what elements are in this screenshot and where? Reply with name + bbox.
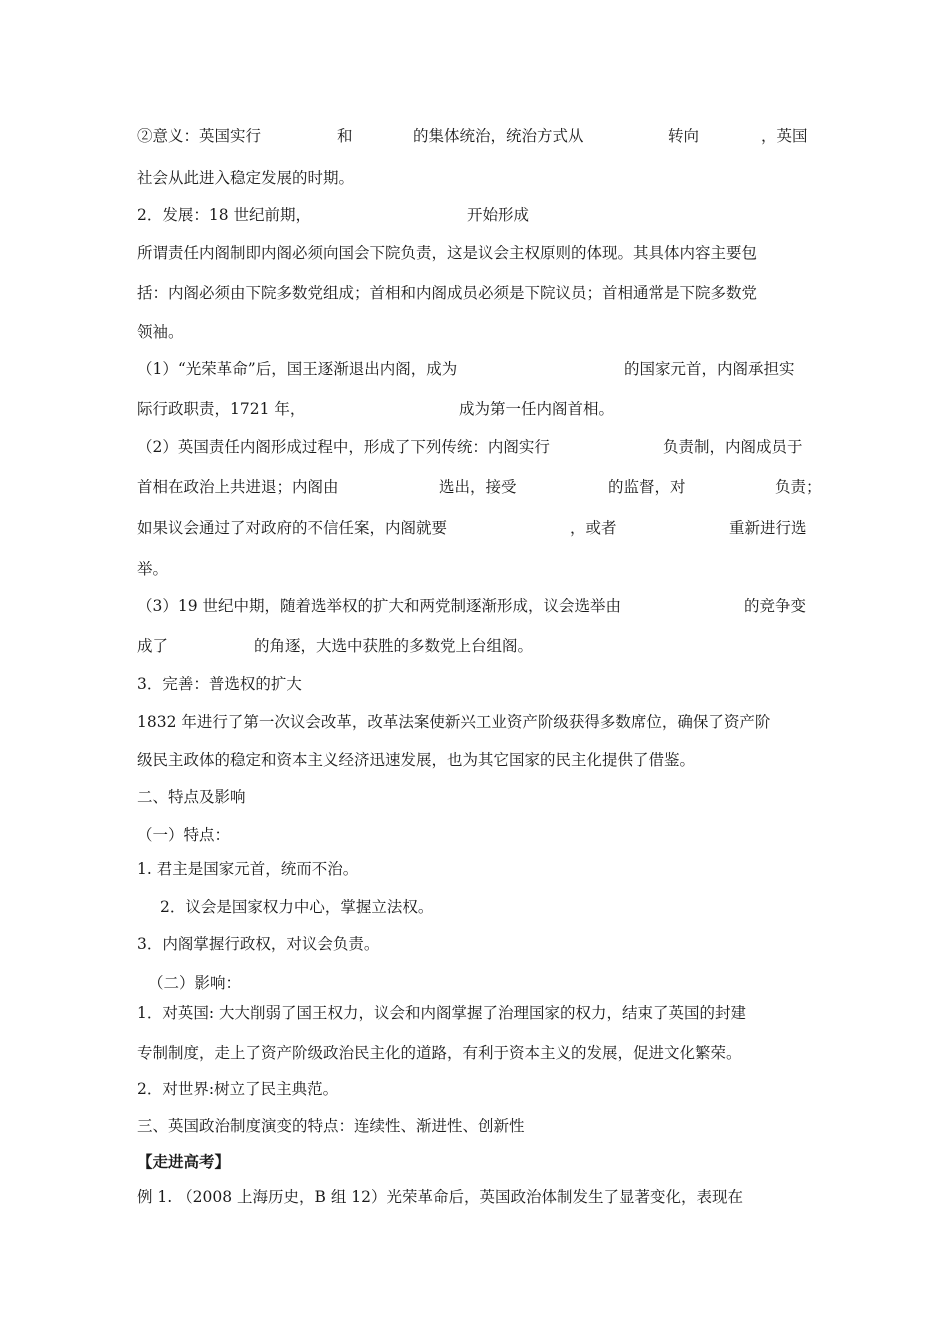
definition-line-2: 括：内阁必须由下院多数党组成；首相和内阁成员必须是下院议员；首相通常是下院多数党 (137, 284, 758, 302)
meaning-line-2: 社会从此进入稳定发展的时期。 (137, 169, 355, 187)
text-segment: 的竞争变 (744, 597, 807, 615)
text-segment: 成为第一任内阁首相。 (459, 400, 615, 418)
section-2-title: 二、特点及影响 (137, 788, 246, 806)
impact-1-line-2: 专制制度，走上了资产阶级政治民主化的道路，有利于资本主义的发展，促进文化繁荣。 (137, 1044, 742, 1062)
reform-line-1: 1832 年进行了第一次议会改革，改革法案使新兴工业资产阶级获得多数席位，确保了资产阶 (137, 713, 771, 731)
features-title: （一）特点： (137, 826, 231, 844)
text-segment: 际行政职责，1721 年， (137, 400, 306, 418)
feature-3: 3．内阁掌握行政权，对议会负责。 (137, 935, 380, 953)
text-segment: （2）英国责任内阁形成过程中，形成了下列传统：内阁实行 (137, 438, 550, 456)
text-segment: 的角逐，大选中获胜的多数党上台组阁。 (254, 637, 534, 655)
text-segment: 和 (337, 127, 353, 145)
section-3-title: 三、英国政治制度演变的特点：连续性、渐进性、创新性 (137, 1117, 525, 1135)
item2-line-4: 举。 (137, 560, 169, 578)
text-segment: ②意义：英国实行 (137, 127, 262, 145)
text-segment: 的监督，对 (608, 478, 686, 496)
text-segment: 转向 (668, 127, 700, 145)
perfect-line: 3．完善：普选权的扩大 (137, 675, 302, 693)
feature-2: 2．议会是国家权力中心，掌握立法权。 (160, 898, 434, 916)
text-segment: 重新进行选 (729, 519, 807, 537)
reform-line-2: 级民主政体的稳定和资本主义经济迅速发展，也为其它国家的民主化提供了借鉴。 (137, 751, 696, 769)
text-segment: （1）“光荣革命”后，国王逐渐退出内阁，成为 (137, 360, 458, 378)
text-segment: 的集体统治，统治方式从 (413, 127, 584, 145)
text-segment: 负责； (775, 478, 822, 496)
text-segment: 如果议会通过了对政府的不信任案，内阁就要 (137, 519, 448, 537)
text-segment: 2．发展：18 世纪前期， (137, 206, 312, 224)
text-segment: 成了 (137, 637, 169, 655)
impact-title: （二）影响： (148, 974, 242, 992)
text-segment: 开始形成 (467, 206, 530, 224)
text-segment: （3）19 世纪中期，随着选举权的扩大和两党制逐渐形成，议会选举由 (137, 597, 622, 615)
text-segment: 选出，接受 (439, 478, 517, 496)
text-segment: ，或者 (570, 519, 617, 537)
text-segment: 的国家元首，内阁承担实 (624, 360, 795, 378)
impact-2: 2．对世界:树立了民主典范。 (137, 1080, 339, 1098)
feature-1: 1. 君主是国家元首，统而不治。 (137, 860, 359, 878)
definition-line-3: 领袖。 (137, 323, 184, 341)
impact-1-line-1: 1．对英国: 大大削弱了国王权力，议会和内阁掌握了治理国家的权力，结束了英国的封建 (137, 1004, 747, 1022)
text-segment: ，英国 (761, 127, 808, 145)
exam-title: 【走进高考】 (137, 1152, 231, 1171)
text-segment: 首相在政治上共进退；内阁由 (137, 478, 339, 496)
definition-line-1: 所谓责任内阁制即内阁必须向国会下院负责，这是议会主权原则的体现。其具体内容主要包 (137, 244, 758, 262)
example-1: 例 1. （2008 上海历史，B 组 12）光荣革命后，英国政治体制发生了显著变化，表现在 (137, 1188, 743, 1206)
text-segment: 负责制，内阁成员于 (663, 438, 803, 456)
